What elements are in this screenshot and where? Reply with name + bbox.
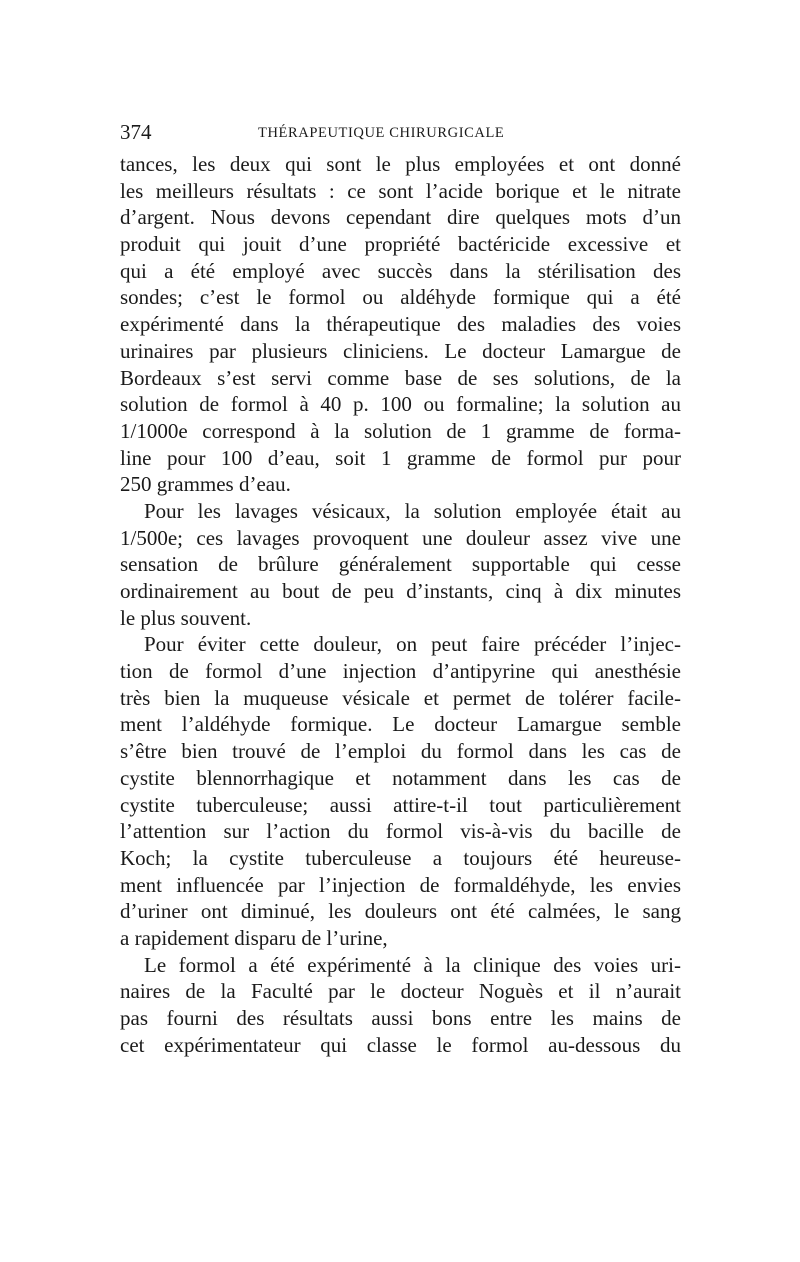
text-line: très bien la muqueuse vésicale et permet de tolérer facile- (120, 685, 681, 710)
text-line: 1/1000e correspond à la solution de 1 gramme de forma- (120, 418, 681, 443)
text-line: 1/500e; ces lavages provoquent une douleur assez vive une (120, 525, 681, 550)
page-number: 374 (120, 120, 152, 144)
text-line: tances, les deux qui sont le plus employées et ont donné (120, 152, 681, 176)
text-line: Pour éviter cette douleur, on peut faire précéder l’injec- (144, 632, 681, 657)
text-line: ordinairement au bout de peu d’instants, cinq à dix minutes (120, 579, 681, 603)
text-line: les meilleurs résultats : ce sont l’acide borique et le nitrate (120, 178, 681, 203)
text-line: pas fourni des résultats aussi bons entre les mains de (120, 1006, 681, 1030)
text-line: cet expérimentateur qui classe le formol au-dessous du (120, 1032, 681, 1057)
text-line: d’uriner ont diminué, les douleurs ont été calmées, le sang (120, 899, 681, 924)
text-line: sondes; c’est le formol ou aldéhyde formique qui a été (120, 285, 681, 310)
text-line: urinaires par plusieurs cliniciens. Le docteur Lamargue de (120, 338, 681, 363)
running-header (120, 120, 685, 144)
text-line: ment influencée par l’injection de formaldéhyde, les envies (120, 872, 681, 897)
text-line: sensation de brûlure généralement supportable qui cesse (120, 552, 681, 577)
text-line: Bordeaux s’est servi comme base de ses solutions, de la (120, 365, 681, 390)
text-line: solution de formol à 40 p. 100 ou formaline; la solution au (120, 392, 681, 417)
text-line: l’attention sur l’action du formol vis-à-vis du bacille de (120, 819, 681, 844)
text-line: s’être bien trouvé de l’emploi du formol dans les cas de (120, 739, 681, 764)
text-line: d’argent. Nous devons cependant dire quelques mots d’un (120, 205, 681, 230)
text-line: tion de formol d’une injection d’antipyrine qui anesthésie (120, 659, 681, 684)
text-line: naires de la Faculté par le docteur Noguès et il n’aurait (120, 979, 681, 1004)
text-line: cystite tuberculeuse; aussi attire-t-il tout particulièrement (120, 792, 681, 817)
text-line: Le formol a été expérimenté à la clinique des voies uri- (144, 952, 681, 977)
text-line: line pour 100 d’eau, soit 1 gramme de formol pur pour (120, 445, 681, 470)
text-line: 250 grammes d’eau. (120, 472, 291, 497)
text-line: produit qui jouit d’une propriété bactéricide excessive et (120, 232, 681, 257)
text-line: Koch; la cystite tuberculeuse a toujours été heureuse- (120, 845, 681, 870)
running-title: THÉRAPEUTIQUE CHIRURGICALE (258, 125, 505, 141)
text-line: expérimenté dans la thérapeutique des maladies des voies (120, 312, 681, 337)
text-line: Pour les lavages vésicaux, la solution employée était au (144, 498, 681, 523)
text-line: cystite blennorrhagique et notamment dans les cas de (120, 765, 681, 790)
body-text (120, 151, 681, 1058)
text-line: qui a été employé avec succès dans la stérilisation des (120, 258, 681, 283)
text-line: ment l’aldéhyde formique. Le docteur Lamargue semble (120, 712, 681, 737)
text-line: a rapidement disparu de l’urine, (120, 925, 388, 950)
text-line: le plus souvent. (120, 605, 252, 630)
